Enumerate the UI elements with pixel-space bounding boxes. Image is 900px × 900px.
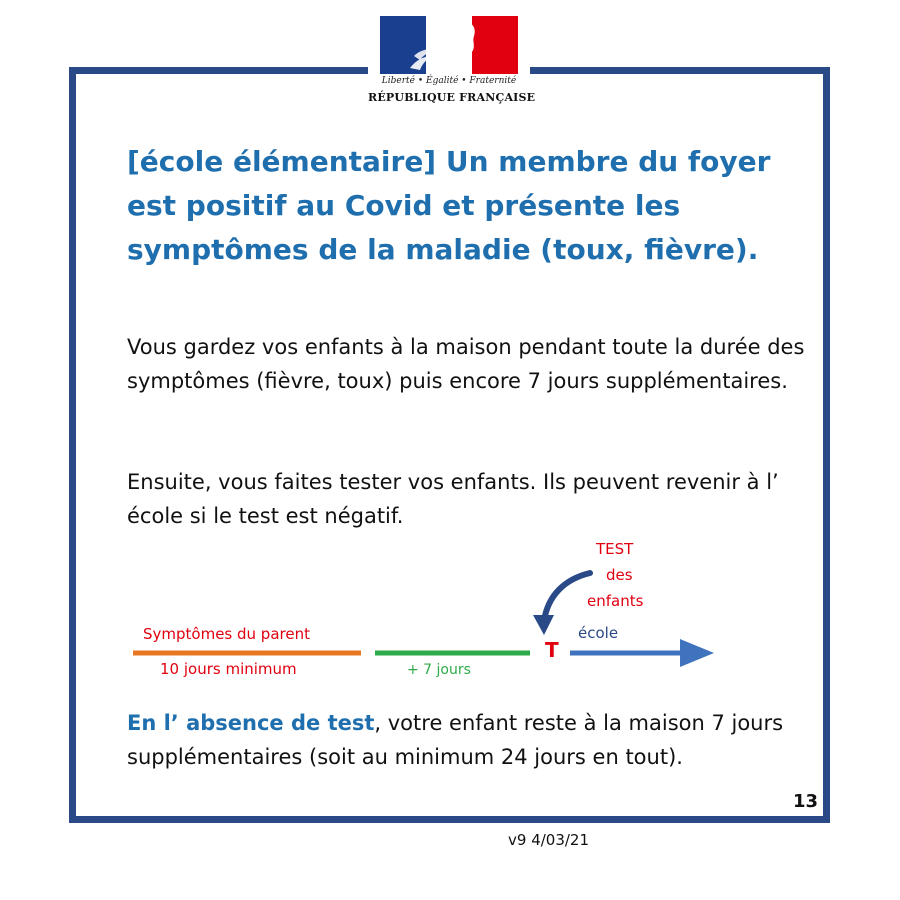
paragraph-keep-home: Vous gardez vos enfants à la maison pendant toute la durée des symptômes (fièvre, toux) puis encore 7 jours supplémentaires. xyxy=(127,335,805,393)
page-title: [école élémentaire] Un membre du foyer est positif au Covid et présente les symptômes de la maladie (toux, fièvre). xyxy=(127,145,771,266)
republique-francaise-text: RÉPUBLIQUE FRANÇAISE xyxy=(368,91,536,104)
plus-seven-days-label: + 7 jours xyxy=(407,662,471,678)
test-pointer-arrow xyxy=(544,573,590,621)
test-label-line3: enfants xyxy=(587,592,644,610)
quarantine-timeline xyxy=(120,535,740,685)
motto-text: Liberté • Égalité • Fraternité xyxy=(381,76,517,86)
marianne-profile-icon xyxy=(380,16,518,74)
symptoms-label: Symptômes du parent xyxy=(143,625,310,643)
page-number: 13 xyxy=(793,791,819,812)
test-marker: T xyxy=(545,638,559,662)
tricolor-flag xyxy=(380,16,518,74)
school-arrow-head-icon xyxy=(680,639,714,667)
paragraph-test-children: Ensuite, vous faites tester vos enfants. Ils peuvent revenir à l’ école si le test est négatif. xyxy=(127,470,779,528)
ten-days-label: 10 jours minimum xyxy=(160,660,297,678)
test-pointer-arrow-head-icon xyxy=(533,615,554,635)
school-label: école xyxy=(578,624,619,642)
test-label-line2: des xyxy=(606,566,633,584)
test-label-line1: TEST xyxy=(596,540,634,558)
no-test-rest: , votre enfant reste à la maison 7 jours supplémentaires (soit au minimum 24 jours en tout). xyxy=(127,711,784,769)
paragraph-no-test xyxy=(127,706,807,774)
republique-francaise-logo xyxy=(368,16,536,120)
no-test-highlight: En l’ absence de test xyxy=(127,711,375,735)
version-label: v9 4/03/21 xyxy=(508,831,590,849)
